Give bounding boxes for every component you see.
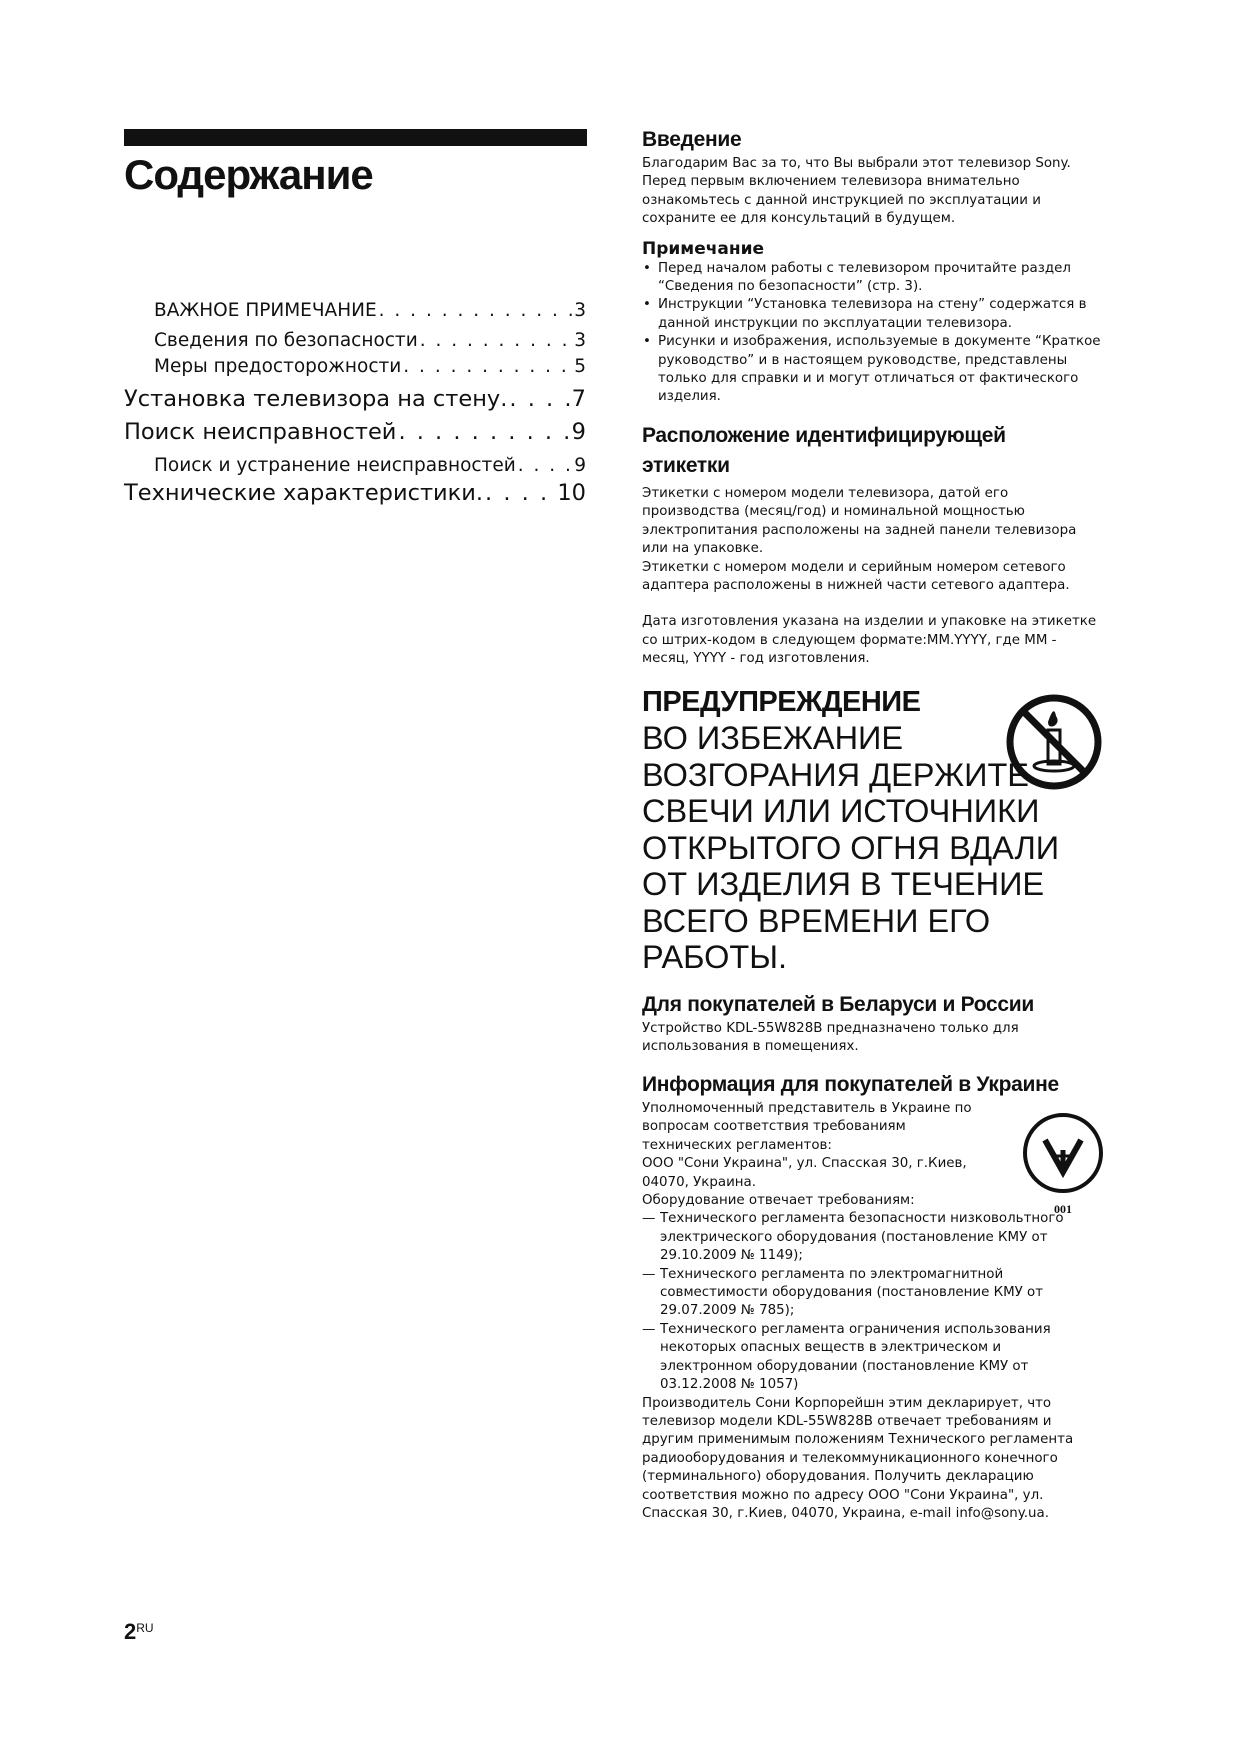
note-item: • Инструкции “Установка телевизора на стену” содержатся в данной инструкции по эксплуатации телевизора. bbox=[642, 296, 1102, 333]
toc-entry[interactable] bbox=[154, 330, 586, 351]
ukraine-req-intro: Оборудование отвечает требованиям: bbox=[642, 1193, 915, 1209]
ukraine-heading: Информация для покупателей в Украине bbox=[642, 1073, 1059, 1096]
toc-entry-page: 7 bbox=[571, 386, 586, 412]
belarus-russia-text: Устройство KDL-55W828B предназначено только для использования в помещениях. bbox=[642, 1021, 1019, 1055]
ukraine-rep2: ООО "Сони Украина", ул. Спасская 30, г.Киев, 04070, Украина. bbox=[642, 1156, 967, 1190]
toc-header-bar bbox=[124, 129, 587, 146]
page-number bbox=[124, 1619, 154, 1645]
label-location-heading: Расположение идентифицирующей этикетки bbox=[642, 424, 1006, 477]
page-number-value: 2 bbox=[124, 1619, 137, 1644]
requirement-item: — Технического регламента безопасности низковольтного электрического оборудования (постановление КМУ от 29.10.2009 № 1149); bbox=[642, 1210, 1092, 1265]
label-location-section bbox=[642, 421, 1072, 481]
toc-entry[interactable] bbox=[154, 455, 586, 476]
page-language: RU bbox=[136, 1621, 154, 1635]
toc-entry-page: 3 bbox=[574, 300, 586, 321]
note-item: • Перед началом работы с телевизором прочитайте раздел “Сведения по безопасности” (стр. 3). bbox=[642, 260, 1102, 297]
belarus-russia-section bbox=[642, 990, 1102, 1057]
requirement-item: — Технического регламента по электромагнитной совместимости оборудования (постановление КМУ от 29.07.2009 № 785); bbox=[642, 1266, 1092, 1321]
ukraine-rep1: Уполномоченный представитель в Украине по вопросам соответствия требованиям технических регламентов: bbox=[642, 1101, 972, 1153]
toc-entry-label: Технические характеристики. bbox=[124, 480, 484, 506]
label-location-text bbox=[642, 485, 1102, 669]
label-location-p1: Этикетки с номером модели телевизора, датой его производства (месяц/год) и номинальной мощностью электропитания расположены на задней панели телевизора или на упаковке. bbox=[642, 486, 1077, 557]
warning-body: ВО ИЗБЕЖАНИЕ ВОЗГОРАНИЯ ДЕРЖИТЕ СВЕЧИ ИЛИ ИСТОЧНИКИ ОТКРЫТОГО ОГНЯ ВДАЛИ ОТ ИЗДЕЛИЯ В ТЕЧЕНИЕ ВСЕГО ВРЕМЕНИ ЕГО РАБОТЫ. bbox=[642, 720, 1060, 975]
toc-entry[interactable] bbox=[154, 300, 586, 321]
toc-entry-label: Установка телевизора на стену. bbox=[124, 386, 508, 412]
toc-entry-page: 5 bbox=[574, 356, 586, 377]
intro-heading: Введение bbox=[642, 128, 742, 151]
note-item: • Рисунки и изображения, используемые в документе “Краткое руководство” и в настоящем руководстве, представлены только для справки и и могут отличаться от фактического изделия. bbox=[642, 333, 1102, 407]
ukraine-declaration: Производитель Сони Корпорейшн этим декларирует, что телевизор модели KDL-55W828B отвечает требованиям и другим применимым положениям Технического регламента радиооборудования и телекоммуникационного конечного (терминального) оборудования. Получить декларацию соответствия можно по адресу ООО "Сони Украина", ул. Спасская 30, г.Киев, 04070, Украина, e-mail info@sony.ua. bbox=[642, 1395, 1074, 1521]
ukraine-requirements bbox=[642, 1210, 1092, 1394]
toc-entry-label: ВАЖНОЕ ПРИМЕЧАНИЕ bbox=[154, 300, 377, 321]
toc-entry[interactable] bbox=[124, 480, 586, 506]
warning-title: ПРЕДУПРЕЖДЕНИЕ bbox=[642, 686, 921, 718]
toc-entry-page: 3 bbox=[574, 330, 586, 351]
toc-entry-label: Сведения по безопасности bbox=[154, 330, 418, 351]
toc-entry-page: 9 bbox=[574, 455, 586, 476]
toc-title: Содержание bbox=[124, 151, 373, 198]
toc-entry-label: Поиск неисправностей bbox=[124, 419, 397, 445]
toc-entry[interactable] bbox=[124, 419, 586, 445]
label-location-p2: Этикетки с номером модели и серийным номером сетевого адаптера расположены в нижней части сетевого адаптера. bbox=[642, 559, 1070, 594]
label-location-p3: Дата изготовления указана на изделии и упаковке на этикетке со штрих-кодом в следующем формате:MM.YYYY, где MM - месяц, YYYY - год изготовления. bbox=[642, 614, 1097, 667]
belarus-russia-heading: Для покупателей в Беларуси и России bbox=[642, 993, 1035, 1016]
toc-entry[interactable] bbox=[154, 356, 586, 377]
note-heading: Примечание bbox=[642, 238, 765, 259]
toc-entry[interactable] bbox=[124, 386, 586, 412]
notes-list bbox=[642, 260, 1102, 407]
requirement-item: — Технического регламента ограничения использования некоторых опасных веществ в электрическом и электронном оборудовании (постановление КМУ от 03.12.2008 № 1057) bbox=[642, 1321, 1092, 1395]
intro-section bbox=[642, 125, 1102, 407]
ukraine-conformity-mark-icon bbox=[1018, 1110, 1108, 1220]
no-open-flame-icon bbox=[1004, 692, 1104, 792]
toc-entry-label: Меры предосторожности bbox=[154, 356, 402, 377]
mark-code: 001 bbox=[1054, 1202, 1072, 1216]
toc-entry-label: Поиск и устранение неисправностей bbox=[154, 455, 516, 476]
toc-entry-page: 9 bbox=[571, 419, 586, 445]
toc-entry-page: 10 bbox=[557, 480, 586, 506]
intro-text: Благодарим Вас за то, что Вы выбрали этот телевизор Sony. Перед первым включением телевизора внимательно ознакомьтесь с данной инструкцией по эксплуатации и сохраните ее для консультаций в будущем. bbox=[642, 156, 1071, 227]
